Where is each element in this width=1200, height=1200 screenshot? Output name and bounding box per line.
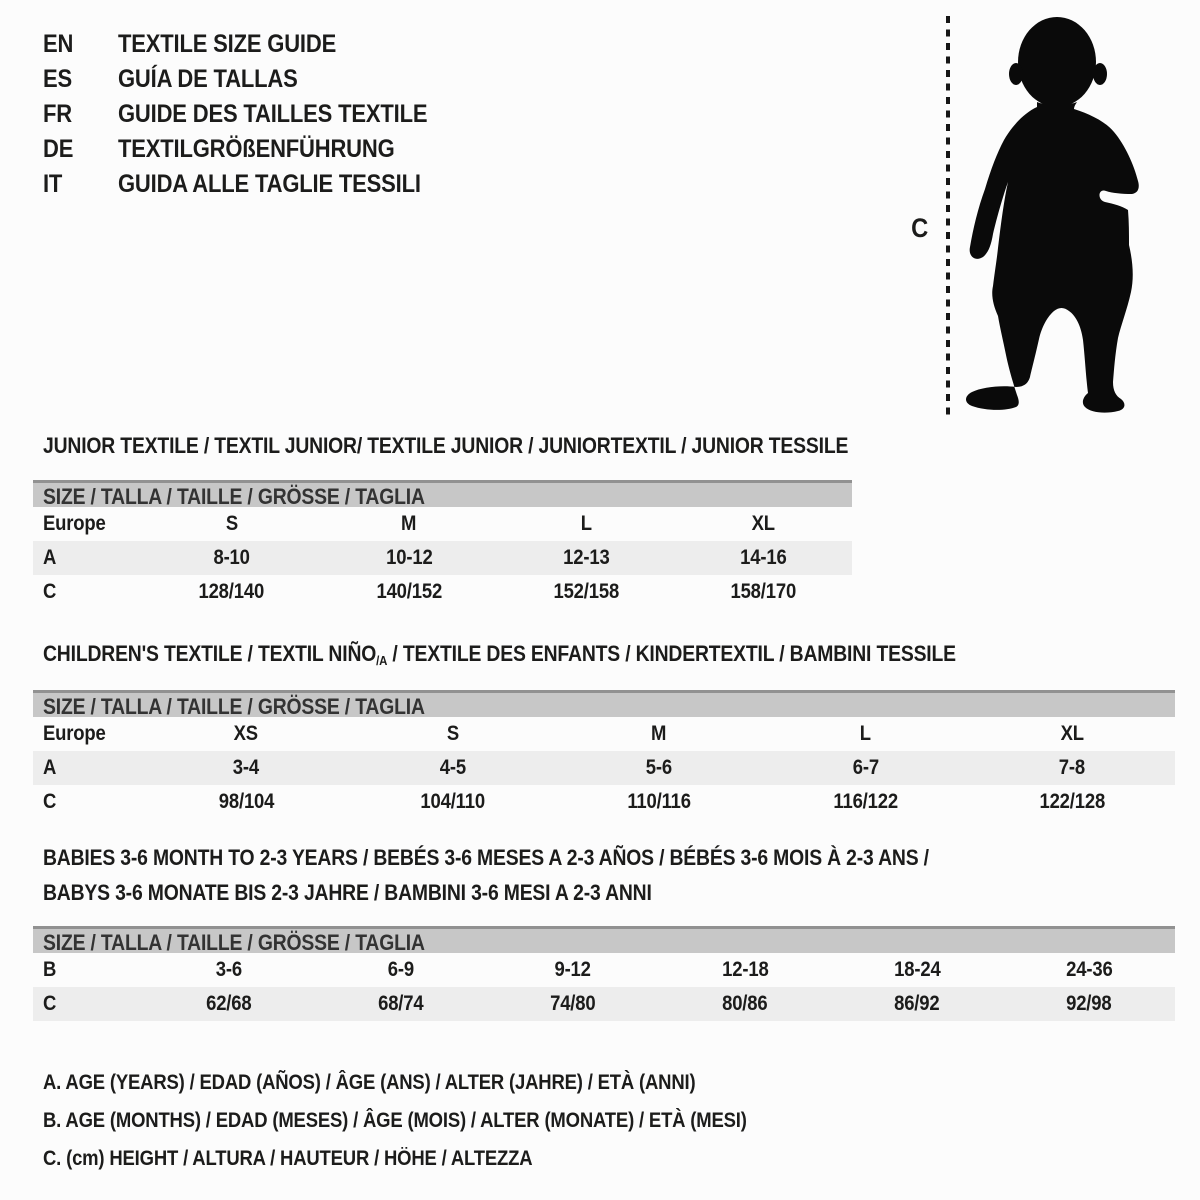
cell-value: 86/92 — [894, 992, 940, 1015]
table-header-row — [33, 507, 852, 541]
header-size: M — [401, 512, 417, 535]
cell-value: 80/86 — [722, 992, 768, 1015]
language-label: GUIDA ALLE TAGLIE TESSILI — [118, 170, 421, 198]
section-title-children: CHILDREN'S TEXTILE / TEXTIL $NIÑO_{/A}$ / TEXTILE DES ENFANTS / KINDERTEXTIL / BAMBINI TESSILE — [43, 641, 956, 668]
header-size: XL — [751, 512, 776, 535]
header-size: S — [225, 512, 238, 535]
table-row-height — [33, 987, 1175, 1021]
cell-value: 98/104 — [218, 790, 274, 813]
language-code: EN — [43, 30, 74, 58]
language-row-de — [43, 132, 470, 167]
size-table-junior — [33, 480, 852, 609]
row-label: A — [43, 756, 57, 779]
row-label: C — [43, 580, 57, 603]
language-label: GUÍA DE TALLAS — [118, 65, 298, 93]
header-size: S — [446, 722, 459, 745]
table-row-age — [33, 751, 1175, 785]
language-row-es — [43, 62, 470, 97]
header-europe: Europe — [43, 722, 106, 745]
row-label: A — [43, 546, 57, 569]
header-size: XL — [1060, 722, 1084, 745]
table-row-age-months — [33, 953, 1175, 987]
size-table-babies — [33, 926, 1175, 1021]
cell-value: 9-12 — [554, 958, 592, 981]
size-table-children — [33, 690, 1175, 819]
cell-value: 10-12 — [385, 546, 433, 569]
legend-line-c: C. (cm) HEIGHT / ALTURA / HAUTEUR / HÖHE / ALTEZZA — [43, 1147, 533, 1170]
cell-value: 6-7 — [852, 756, 879, 779]
toddler-silhouette-icon — [962, 10, 1142, 420]
language-code: FR — [43, 100, 72, 128]
cell-value: 68/74 — [378, 992, 424, 1015]
language-code: DE — [43, 135, 74, 163]
measure-label-c: C — [911, 213, 929, 243]
language-row-en — [43, 27, 470, 62]
section-title-junior: JUNIOR TEXTILE / TEXTIL JUNIOR/ TEXTILE JUNIOR / JUNIORTEXTIL / JUNIOR TESSILE — [43, 433, 849, 458]
cell-value: 12-13 — [562, 546, 610, 569]
cell-value: 3-4 — [233, 756, 260, 779]
size-header-bar: SIZE / TALLA / TAILLE / GRÖSSE / TAGLIA — [33, 480, 852, 507]
cell-value: 158/170 — [730, 580, 797, 603]
language-row-it — [43, 167, 470, 202]
language-label: TEXTILE SIZE GUIDE — [118, 30, 337, 58]
cell-value: 152/158 — [553, 580, 619, 603]
row-label: C — [43, 992, 57, 1015]
cell-value: 128/140 — [198, 580, 265, 603]
cell-value: 5-6 — [645, 756, 673, 779]
cell-value: 8-10 — [213, 546, 250, 569]
cell-value: 6-9 — [387, 958, 415, 981]
cell-value: 116/122 — [833, 790, 898, 813]
row-label: C — [43, 790, 57, 813]
language-label: TEXTILGRÖßENFÜHRUNG — [118, 135, 395, 163]
cell-value: 122/128 — [1039, 790, 1105, 813]
header-size: M — [651, 722, 667, 745]
cell-value: 62/68 — [206, 992, 252, 1015]
cell-value: 104/110 — [420, 790, 485, 813]
cell-value: 24-36 — [1065, 958, 1113, 981]
cell-value: 110/116 — [627, 790, 691, 813]
table-row-height — [33, 575, 852, 609]
table-header-row — [33, 717, 1175, 751]
size-header-bar: SIZE / TALLA / TAILLE / GRÖSSE / TAGLIA — [33, 926, 1175, 953]
cell-value: 18-24 — [893, 958, 941, 981]
legend-line-a: A. AGE (YEARS) / EDAD (AÑOS) / ÂGE (ANS) / ALTER (JAHRE) / ETÀ (ANNI) — [43, 1071, 696, 1094]
nino-a-subscript: /A — [376, 653, 388, 668]
legend — [43, 1064, 843, 1178]
size-header-bar: SIZE / TALLA / TAILLE / GRÖSSE / TAGLIA — [33, 690, 1175, 717]
cell-value: 92/98 — [1066, 992, 1112, 1015]
cell-value: 3-6 — [215, 958, 243, 981]
header-size: XS — [234, 722, 259, 745]
language-row-fr — [43, 97, 470, 132]
cell-value: 4-5 — [439, 756, 466, 779]
section-title-babies-line2: BABYS 3-6 MONATE BIS 2-3 JAHRE / BAMBINI 3-6 MESI A 2-3 ANNI — [43, 880, 652, 905]
cell-value: 14-16 — [740, 546, 787, 569]
cell-value: 12-18 — [721, 958, 769, 981]
language-code: ES — [43, 65, 72, 93]
header-europe: Europe — [43, 512, 106, 535]
header-size: L — [580, 512, 592, 535]
table-row-height — [33, 785, 1175, 819]
cell-value: 74/80 — [550, 992, 596, 1015]
cell-value: 7-8 — [1058, 756, 1085, 779]
cell-value: 140/152 — [376, 580, 442, 603]
height-dashed-line — [944, 16, 952, 418]
language-title-list — [43, 27, 470, 202]
section-title-babies-line1: BABIES 3-6 MONTH TO 2-3 YEARS / BEBÉS 3-6 MESES A 2-3 AÑOS / BÉBÉS 3-6 MOIS À 2-3 ANS / — [43, 845, 929, 870]
table-row-age — [33, 541, 852, 575]
legend-line-b: B. AGE (MONTHS) / EDAD (MESES) / ÂGE (MOIS) / ALTER (MONATE) / ETÀ (MESI) — [43, 1109, 747, 1132]
header-size: L — [859, 722, 871, 745]
row-label: B — [43, 958, 57, 981]
language-code: IT — [43, 170, 63, 198]
language-label: GUIDE DES TAILLES TEXTILE — [118, 100, 428, 128]
